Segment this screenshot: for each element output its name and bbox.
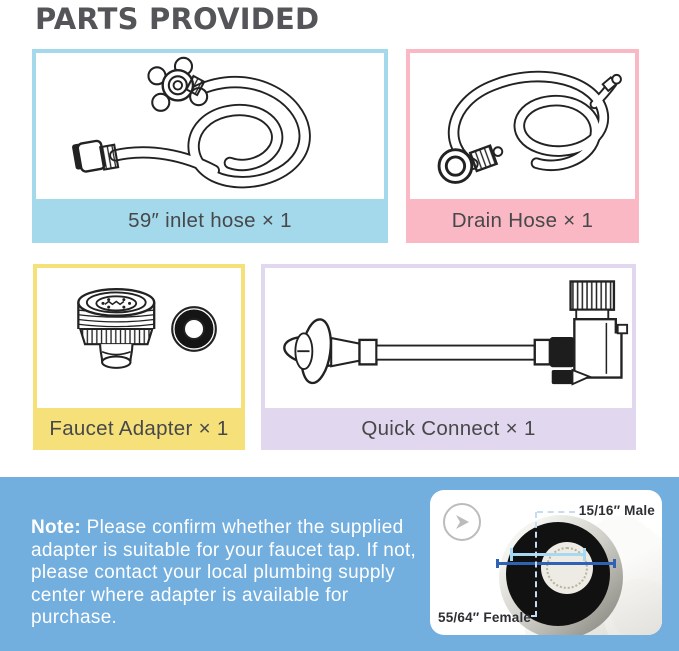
faucet-adapter-icon	[42, 274, 237, 402]
part-label: Quick Connect × 1	[361, 417, 536, 440]
measurement-line-male	[496, 562, 616, 565]
page-title: PARTS PROVIDED	[35, 2, 320, 36]
part-label: Faucet Adapter × 1	[49, 417, 229, 440]
parts-row-1	[32, 49, 639, 243]
part-label: Drain Hose × 1	[451, 209, 594, 232]
leader-line-male	[537, 511, 575, 513]
faucet-adapter-illustration	[37, 268, 241, 408]
adapter-callout-card	[430, 490, 662, 635]
part-card-drain-hose	[406, 49, 639, 243]
part-card-faucet-adapter	[33, 264, 245, 450]
drain-hose-illustration	[410, 53, 635, 199]
chevron-right-icon	[443, 503, 481, 541]
part-card-quick-connect	[261, 264, 636, 450]
inlet-hose-icon	[40, 55, 380, 197]
male-size-label: 15/16″ Male	[578, 503, 655, 518]
note-body: Please confirm whether the supplied adapter is suitable for your faucet tap. If not, please contact your local plumbing supply center where adapter is available for purchase.	[31, 517, 417, 628]
parts-row-2	[33, 264, 636, 450]
part-card-inlet-hose	[32, 49, 388, 243]
inlet-hose-illustration	[36, 53, 384, 199]
quick-connect-illustration	[265, 268, 632, 408]
leader-line-vertical	[535, 512, 537, 617]
note-section	[0, 477, 679, 651]
note-prefix: Note:	[31, 517, 82, 538]
quick-connect-icon	[269, 272, 629, 404]
note-text	[31, 517, 433, 630]
female-size-label: 55/64″ Female	[438, 610, 532, 625]
drain-hose-icon	[413, 56, 633, 197]
measurement-line-female	[510, 553, 586, 556]
part-label: 59″ inlet hose × 1	[128, 209, 292, 232]
